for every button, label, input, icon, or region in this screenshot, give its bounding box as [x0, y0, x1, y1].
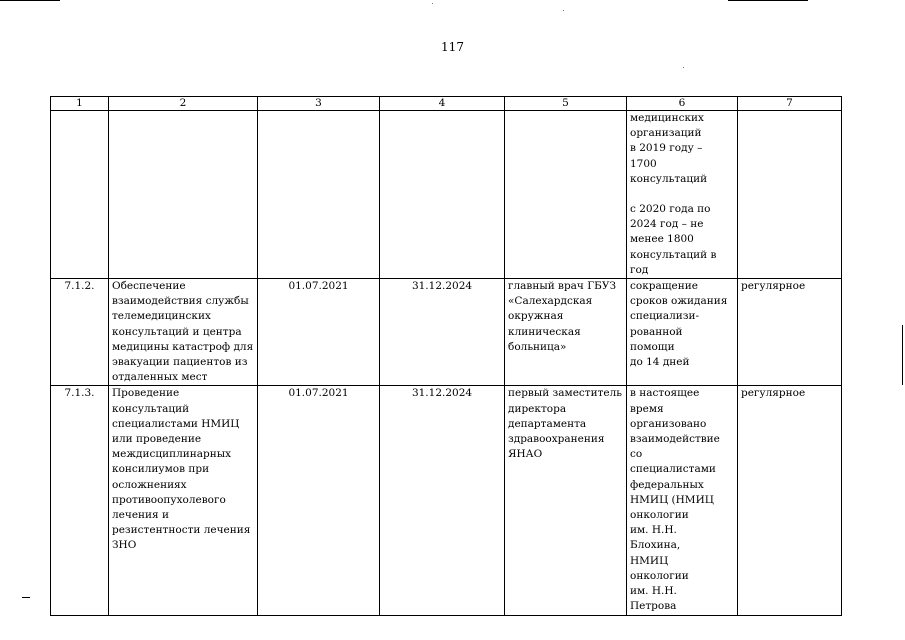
- cell-action: [109, 111, 258, 279]
- cell-text-line: в 2019 году –: [630, 142, 703, 155]
- cell-text-line: взаимодействие: [630, 433, 720, 446]
- cell-text-line: помощи: [630, 340, 675, 353]
- scan-speck: [22, 597, 30, 598]
- cell-end-date: [380, 111, 505, 279]
- cell-text-line: НМИЦ: [630, 554, 669, 567]
- scan-speck: [563, 10, 564, 11]
- table-header-row: [51, 97, 842, 111]
- cell-text-line: директора: [508, 402, 567, 415]
- cell-text-line: онкологии: [630, 509, 689, 522]
- scan-speck: [432, 3, 433, 4]
- cell-text-line: первый заместитель: [508, 387, 623, 400]
- cell-text-line: ЯНАО: [508, 448, 543, 461]
- scan-speck: [683, 67, 684, 68]
- cell-text-line: резистентности лечения: [112, 524, 251, 537]
- cell-text-line: с 2020 года по: [630, 203, 711, 216]
- cell-action: [109, 386, 258, 615]
- cell-text-line: сокращение: [630, 280, 698, 293]
- cell-start-date: [258, 111, 380, 279]
- cell-text-line: время: [630, 402, 664, 415]
- cell-number: 7.1.2.: [51, 279, 109, 386]
- cell-text-line: противоопухолевого: [112, 493, 226, 506]
- cell-text-line: менее 1800: [630, 233, 694, 246]
- cell-text-line: специалистами НМИЦ: [112, 417, 240, 430]
- column-header: 6: [627, 97, 738, 111]
- cell-number: [51, 111, 109, 279]
- cell-text-line: Блохина,: [630, 539, 681, 552]
- cell-text-line: отдаленных мест: [112, 371, 208, 384]
- cell-end-date: 31.12.2024: [380, 279, 505, 386]
- scan-edge-top-right: [728, 0, 808, 1]
- table-row: [51, 279, 842, 386]
- cell-text-line: 1700: [630, 157, 657, 170]
- column-header: 4: [380, 97, 505, 111]
- cell-action: [109, 279, 258, 386]
- column-header: 2: [109, 97, 258, 111]
- cell-text-line: федеральных: [630, 478, 704, 491]
- column-header: 3: [258, 97, 380, 111]
- cell-text-line: Обеспечение: [112, 280, 186, 293]
- cell-type: регулярное: [738, 386, 842, 615]
- cell-result: [627, 111, 738, 279]
- scan-edge-top-left: [0, 0, 60, 1]
- cell-text-line: организаций: [630, 127, 702, 140]
- cell-text-line: НМИЦ (НМИЦ: [630, 493, 714, 506]
- cell-responsible: [505, 386, 627, 615]
- cell-text-line: консилиумов при: [112, 463, 210, 476]
- cell-start-date: 01.07.2021: [258, 279, 380, 386]
- cell-text-line: [630, 187, 734, 202]
- cell-text-line: телемедицинских: [112, 310, 211, 323]
- cell-responsible: [505, 279, 627, 386]
- cell-text-line: им. Н.Н.: [630, 524, 677, 537]
- cell-text-line: год: [630, 263, 649, 276]
- cell-text-line: департамента: [508, 417, 587, 430]
- cell-text-line: эвакуации пациентов из: [112, 356, 248, 369]
- cell-text-line: «Салехардская: [508, 295, 593, 308]
- cell-result: [627, 279, 738, 386]
- table-row: [51, 111, 842, 279]
- cell-text-line: клиническая: [508, 325, 581, 338]
- scan-speck: [902, 325, 903, 385]
- cell-text-line: со: [630, 448, 643, 461]
- cell-text-line: консультаций: [112, 402, 190, 415]
- cell-text-line: 2024 год – не: [630, 218, 704, 231]
- cell-text-line: Петрова: [630, 600, 677, 613]
- cell-text-line: осложнениях: [112, 478, 187, 491]
- column-header: 5: [505, 97, 627, 111]
- action-plan-table: [50, 96, 842, 616]
- cell-text-line: сроков ожидания: [630, 295, 728, 308]
- cell-number: 7.1.3.: [51, 386, 109, 615]
- cell-text-line: специалистами: [630, 463, 716, 476]
- column-header: 1: [51, 97, 109, 111]
- cell-text-line: ЗНО: [112, 539, 137, 552]
- cell-text-line: медицины катастроф для: [112, 340, 254, 353]
- cell-text-line: консультаций в: [630, 248, 717, 261]
- cell-text-line: им. Н.Н.: [630, 585, 677, 598]
- table-row: [51, 386, 842, 615]
- cell-text-line: междисциплинарных: [112, 448, 232, 461]
- cell-text-line: онкологии: [630, 569, 689, 582]
- cell-text-line: организовано: [630, 417, 707, 430]
- cell-text-line: до 14 дней: [630, 356, 690, 369]
- cell-text-line: больница»: [508, 340, 567, 353]
- cell-text-line: окружная: [508, 310, 564, 323]
- cell-text-line: взаимодействия службы: [112, 295, 249, 308]
- cell-text-line: Проведение: [112, 387, 180, 400]
- cell-text-line: в настоящее: [630, 387, 700, 400]
- cell-text-line: медицинских: [630, 112, 704, 124]
- cell-end-date: 31.12.2024: [380, 386, 505, 615]
- cell-type: регулярное: [738, 279, 842, 386]
- cell-text-line: специализи-: [630, 310, 700, 323]
- cell-text-line: или проведение: [112, 433, 202, 446]
- page-number: 117: [441, 40, 464, 54]
- cell-text-line: главный врач ГБУЗ: [508, 280, 617, 293]
- column-header: 7: [738, 97, 842, 111]
- cell-text-line: лечения и: [112, 509, 169, 522]
- cell-text-line: консультаций и центра: [112, 325, 242, 338]
- cell-text-line: консультаций: [630, 172, 708, 185]
- cell-text-line: рованной: [630, 325, 683, 338]
- cell-responsible: [505, 111, 627, 279]
- cell-start-date: 01.07.2021: [258, 386, 380, 615]
- cell-type: [738, 111, 842, 279]
- cell-text-line: здравоохранения: [508, 433, 605, 446]
- cell-result: [627, 386, 738, 615]
